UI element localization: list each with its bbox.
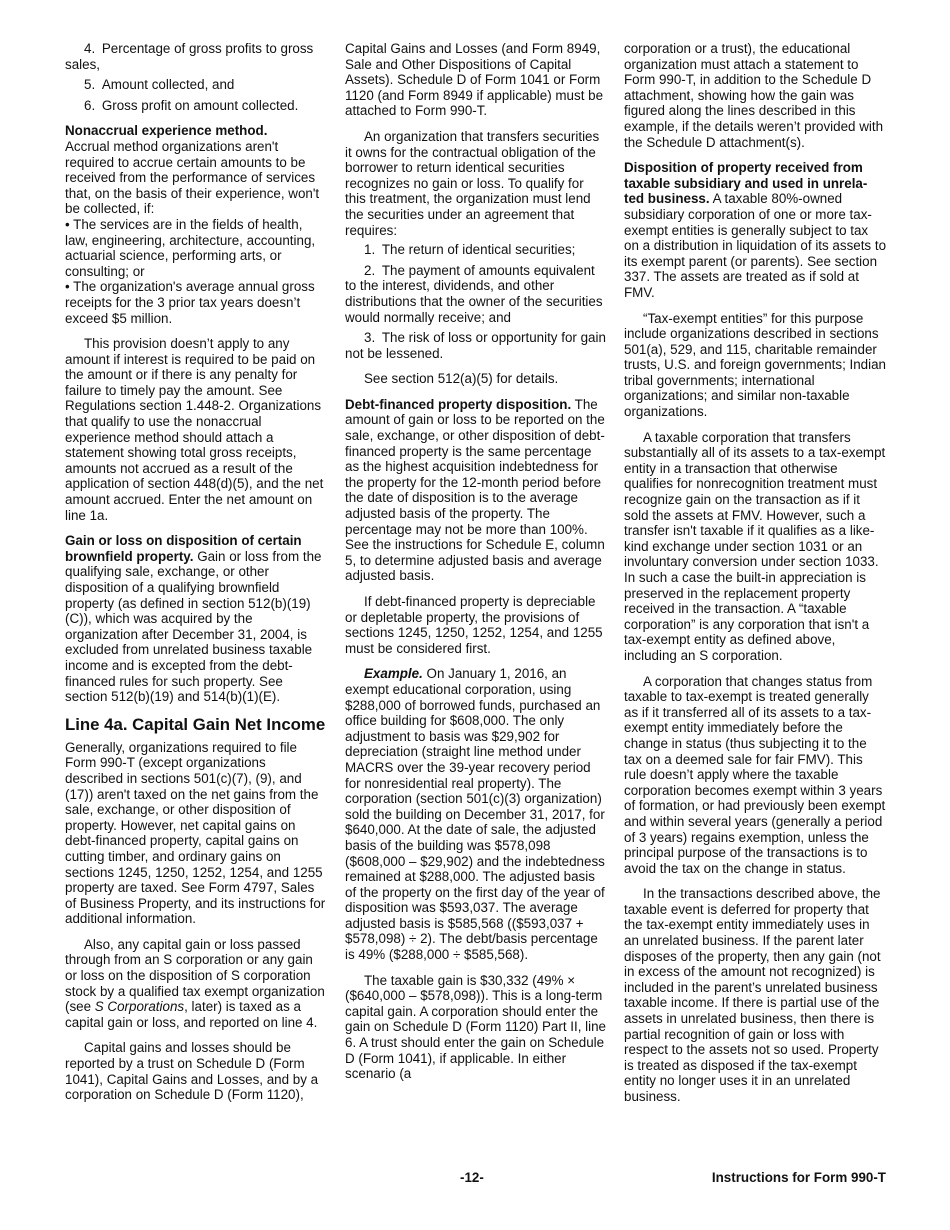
debt-financed-section [345,397,607,584]
debt-heading: Debt-financed property disposition. [345,396,572,412]
example-label: Example. [364,666,423,682]
continuation-paragraph: corporation or a trust), the educational organization must attach a statement to Form 990-T, in addition to the Schedule D attachment, showing how the gain was figured along the lines described in this example, if the details weren’t provided with the Schedule D attachment(s). [624,41,884,150]
also-paragraph: Also, any capital gain or loss passed through from an S corporation or any gain or loss on the disposition of S corporation stock by a qualified tax exempt organization (see S Corporations, later) is taxed as a capital gain or loss, and reported on line 4. [65,936,325,1030]
s-corporations-ref: S Corporations [94,999,185,1015]
brownfield-heading: Gain or loss on disposition of certain brownfield property. [65,533,302,564]
nonaccrual-text: Accrual method organizations aren't required to accrue certain amounts to be received from the performance of services that, on the basis of their experience, won't be collected, if: [65,138,320,217]
column-3 [624,41,886,1115]
line4a-paragraph: Generally, organizations required to file Form 990-T (except organizations described in sections 501(c)(7), (9), and (17)) aren't taxed on the net gains from the sale, exchange, or other disposition of property. However, net capital gains on debt-financed property, capital gains on cutting timber, and ordinary gains on sections 1245, 1250, 1252, 1254, and 1255 property are taxed. See Form 4797, Sales of Business Property, and its instructions for additional information. [65,739,326,927]
brownfield-text: Gain or loss from the qualifying sale, exchange, or other disposition of a qualifying brownfield property (as defined in section 512(b)(19)(C)), which was acquired by the organization after December 31, 2004, is excluded from unrelated business taxable income and is excepted from the debt-financed rules for such property. See section 512(b)(19) and 514(b)(1)(E). [65,548,322,705]
capital-paragraph: Capital gains and losses should be reported by a trust on Schedule D (Form 1041), Capital Gains and Losses, and by a corporation on Schedule D (Form 1120), [65,1040,319,1103]
disposition-text: A taxable 80%-owned subsidiary corporation of one or more tax-exempt entities is generally subject to tax on a distribution in liquidation of its assets to its exempt parent (or parents). See section 337. The assets are treated as if sold at FMV. [624,191,887,300]
list-item: 1. The return of identical securities; [364,242,576,258]
nonaccrual-section [65,123,327,217]
taxable-corporation-paragraph: A taxable corporation that transfers substantially all of its assets to a tax-exempt entity in a transaction that otherwise qualifies for nonrecognition treatment must recognize gain on the transaction as if it sold the assets at FMV. However, such a transfer isn't taxable if it qualifies as a like-kind exchange under section 1031 or an involuntary conversion under section 1033. In such a case the built-in appreciation is preserved in the replacement property received in the transaction. A “taxable corporation” is any corporation that isn't a tax-exempt entity as defined above, including an S corporation. [624,429,886,663]
taxable-gain-paragraph: The taxable gain is $30,332 (49% × ($640,000 – $578,098)). This is a long-term capital gain. A corporation should enter the gain on Schedule D (Form 1120) Part II, line 6. A trust should enter the gain on Schedule D (Form 1041), if applicable. In either scenario (a [345,972,606,1082]
example-text: On January 1, 2016, an exempt educational corporation, using $288,000 of borrowed funds, purchased an office building for $608,000. The only adjustment to basis was $29,902 for depreciation (straight line method under MACRS over the 39-year recovery period for nonresidential real property). The corporation (section 501(c)(3) organization) sold the building on December 31, 2017, for $640,000. At the date of sale, the adjusted basis of the building was $578,098 ($608,000 – $29,902) and the indebtedness remained at $288,000. The adjusted basis of the property on the first day of the year of disposition was $593,037. The average adjusted basis is $585,568 (($593,037 + $578,098) ÷ 2). The debt/basis percentage is 49% ($288,000 ÷ $585,568). [345,666,605,963]
list-item: 2. The payment of amounts equivalent to the interest, dividends, and other distributions that the owner of the securities would normally receive; and [345,262,603,325]
bullet-item: • The services are in the fields of health, law, engineering, architecture, accounting, actuarial science, performing arts, or consulting; or [65,216,316,279]
depreciable-paragraph: If debt-financed property is depreciable or depletable property, the provisions of sections 1245, 1250, 1252, 1254, and 1255 must be considered first. [345,594,603,656]
brownfield-section [65,533,327,705]
deferred-paragraph: In the transactions described above, the taxable event is deferred for property that the tax-exempt entity immediately uses in an unrelated business. If the parent later disposes of the property, then any gain (not in excess of the amount not recognized) is included in the parent’s unrelated business taxable income. If there is partial use of the assets in unrelated business, then there is partial recognition of gain or loss with respect to the assets not so used. Property is treated as disposed if the tax-exempt entity no longer uses it in an unrelated business. [624,886,881,1104]
provision-paragraph: This provision doesn’t apply to any amount if interest is required to be paid on the amount or if there is any penalty for failure to timely pay the amount. See Regulations section 1.448-2. Organizations that qualify to use the nonaccrual experience method should attach a statement showing total gross receipts, amounts not accrued as a result of the application of section 448(d)(5), and the net amount accrued. Enter the net amount on line 1a. [65,336,324,523]
list-item: 6. Gross profit on amount collected. [84,97,299,113]
list-item: 5. Amount collected, and [84,77,235,93]
disposition-section [624,160,886,300]
disposition-heading: Disposition of property received from taxable subsidiary and used in unrela-ted business. [624,160,868,207]
entities-paragraph: “Tax-exempt entities” for this purpose include organizations described in sections 501(a), 529, and 115, charitable remainder trusts, U.S. and foreign governments; Indian tribal governments; international organizations; and similar non-taxable organizations. [624,310,887,420]
transfer-paragraph: An organization that transfers securities it owns for the contractual obligation of the borrower to return identical securities recognizes no gain or loss. To qualify for this treatment, the organization must lend the securities under an agreement that requires: [345,128,600,238]
column-2 [345,41,607,1092]
see-paragraph: See section 512(a)(5) for details. [364,371,559,387]
line4a-heading: Line 4a. Capital Gain Net Income [65,714,326,734]
document-title: Instructions for Form 990-T [711,1170,886,1185]
continuation-paragraph: Capital Gains and Losses (and Form 8949, Sale and Other Dispositions of Capital Assets). Schedule D of Form 1041 or Form 1120 (and Form 8949 if applicable) must be attached to Form 990-T. [345,41,604,119]
status-change-paragraph: A corporation that changes status from taxable to tax-exempt is treated generally as if it transferred all of its assets to a tax-exempt entity immediately before the change in status (thus subjecting it to the tax on a deemed sale for fair FMV). This rule doesn’t apply where the taxable corporation becomes exempt within 3 years of formation, or had previously been exempt and within several years (generally a period of 3 years) regains exemption, unless the principal purpose of the transactions is to avoid the tax on the change in status. [624,673,886,876]
page-number: -12- [460,1170,484,1185]
example-paragraph [345,666,607,962]
nonaccrual-heading: Nonaccrual experience method. [65,123,268,139]
bullet-item: • The organization's average annual gross receipts for the 3 prior tax years doesn’t exceed $5 million. [65,279,315,326]
column-1 [65,41,327,1113]
list-item: 3. The risk of loss or opportunity for gain not be lessened. [345,330,606,361]
debt-text: The amount of gain or loss to be reported on the sale, exchange, or other disposition of debt-financed property is the same percentage as the highest acquisition indebtedness for the property for the 12-month period before the date of disposition is to the average adjusted basis of the property. The percentage may not be more than 100%. See the instructions for Schedule E, column 5, to determine adjusted basis and average adjusted basis. [345,396,605,584]
list-item: 4. Percentage of gross profits to gross sales, [65,41,314,72]
